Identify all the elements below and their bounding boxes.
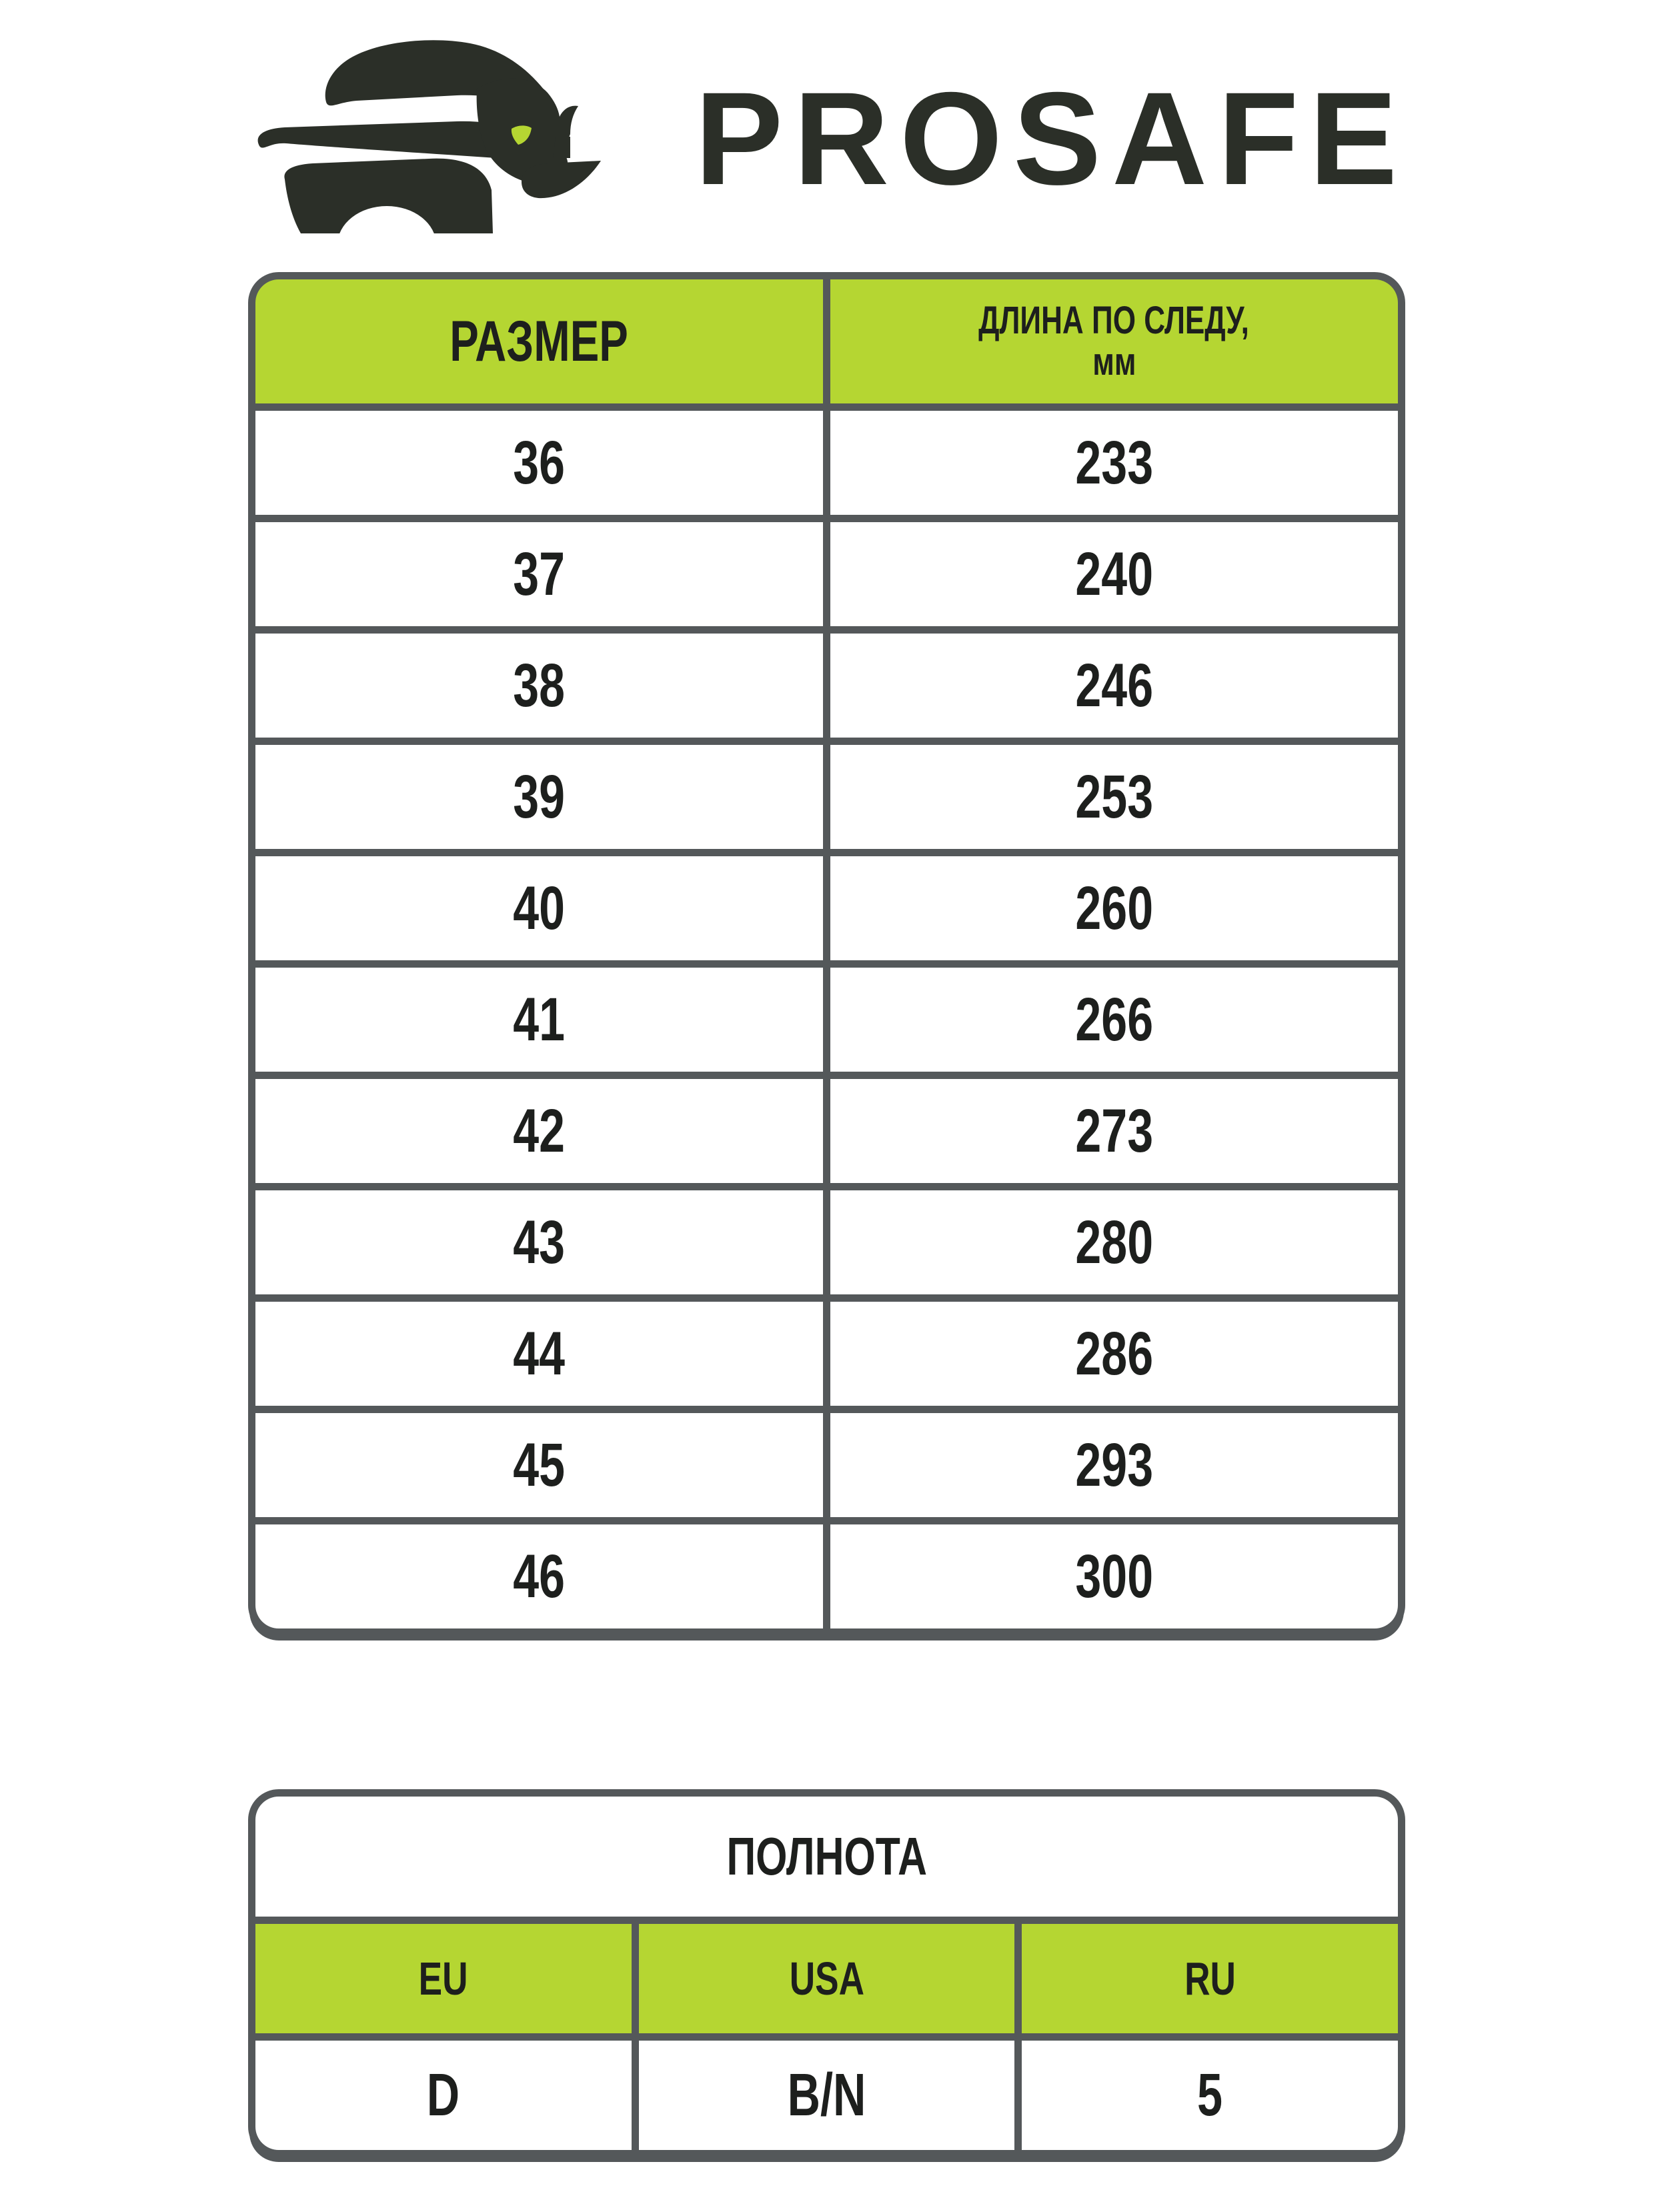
size-cell: 41	[255, 968, 823, 1072]
size-cell: 45	[255, 1413, 823, 1517]
length-cell: 260	[830, 856, 1398, 960]
brand-wordmark: PROSAFE	[695, 65, 1409, 212]
length-cell: 246	[830, 634, 1398, 738]
size-cell: 40	[255, 856, 823, 960]
size-cell: 39	[255, 745, 823, 849]
length-cell: 286	[830, 1302, 1398, 1406]
size-cell: 37	[255, 522, 823, 626]
brand-header	[0, 0, 1662, 272]
width-header-eu: EU	[255, 1924, 632, 2033]
length-cell: 266	[830, 968, 1398, 1072]
length-cell: 233	[830, 411, 1398, 515]
length-cell: 293	[830, 1413, 1398, 1517]
length-cell: 273	[830, 1079, 1398, 1183]
size-cell: 38	[255, 634, 823, 738]
width-value-usa: B/N	[639, 2041, 1015, 2150]
width-header-ru: RU	[1022, 1924, 1398, 2033]
length-column-header: ДЛИНА ПО СЛЕДУ, мм	[830, 279, 1398, 403]
length-cell: 253	[830, 745, 1398, 849]
size-table	[248, 272, 1405, 1636]
size-column-header: РАЗМЕР	[255, 279, 823, 403]
width-value-eu: D	[255, 2041, 632, 2150]
width-header-usa: USA	[639, 1924, 1015, 2033]
size-cell: 44	[255, 1302, 823, 1406]
size-cell: 42	[255, 1079, 823, 1183]
length-cell: 280	[830, 1190, 1398, 1294]
width-table-title: ПОЛНОТА	[255, 1797, 1398, 1917]
length-cell: 240	[830, 522, 1398, 626]
width-value-ru: 5	[1022, 2041, 1398, 2150]
width-table	[248, 1789, 1405, 2157]
size-cell: 36	[255, 411, 823, 515]
length-cell: 300	[830, 1524, 1398, 1628]
rhino-logo-icon	[257, 37, 670, 237]
size-cell: 43	[255, 1190, 823, 1294]
size-cell: 46	[255, 1524, 823, 1628]
